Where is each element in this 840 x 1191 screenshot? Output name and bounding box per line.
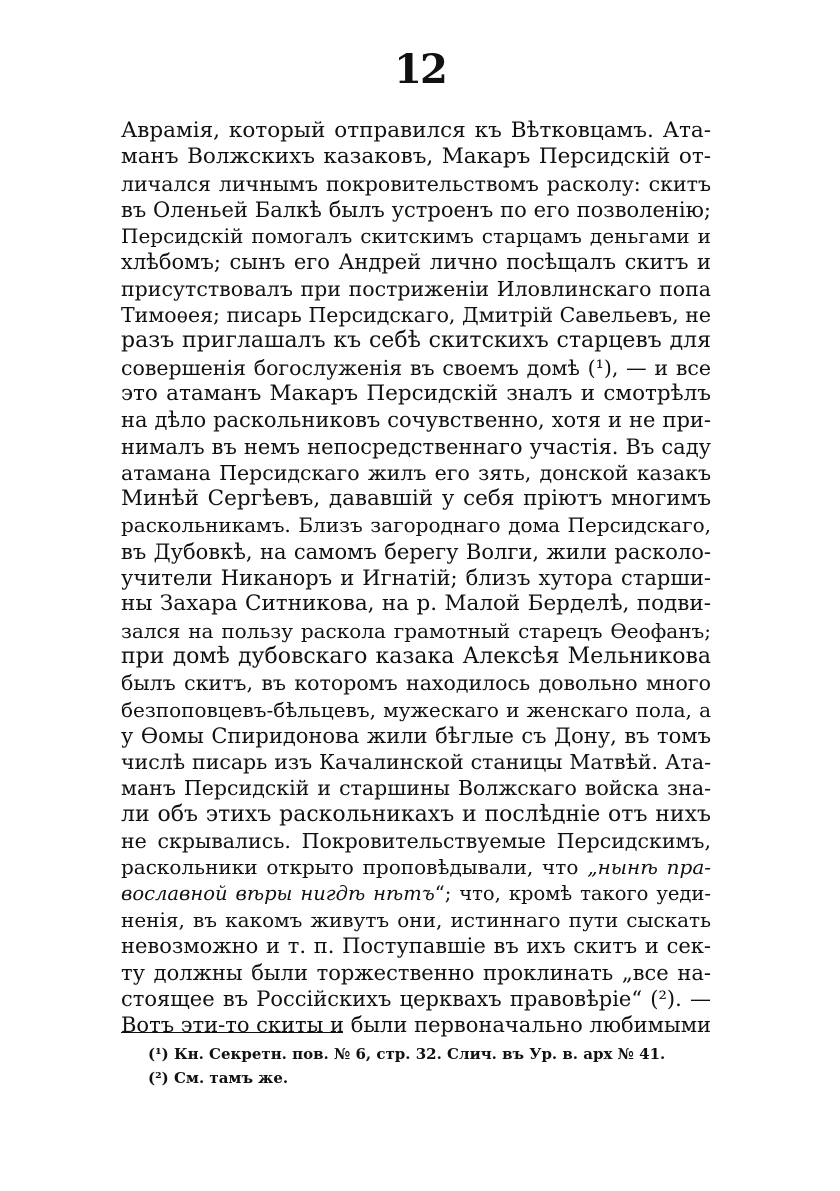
text-line: невозможно и т. п. Поступавшіе въ ихъ скитъ и сек- [121,934,711,959]
text-line-with-quote [121,881,711,907]
footnote-divider [121,1032,343,1033]
text-line: манъ Персидскій и старшины Волжскаго войска зна- [121,776,711,801]
footnote: (¹) Кн. Секретн. пов. № 6, стр. 32. Слич. въ Ур. в. арх № 41. [148,1045,666,1063]
footnotes [148,1042,708,1090]
footnote: (²) См. тамъ же. [148,1069,289,1087]
text-line: разъ приглашалъ къ себѣ скитскихъ старцевъ для [121,328,711,354]
text-line: числѣ писарь изъ Качалинской станицы Матвѣй. Ата- [121,750,711,775]
line-text: “; что, кромѣ такого уеди- [434,881,711,905]
text-line: Аврамія, который отправился къ Вѣтковцамъ. Ата- [121,118,711,143]
text-line-with-quote [121,854,711,880]
text-line: совершенія богослуженія въ своемъ домѣ (¹), — и все [121,355,711,380]
text-line: ны Захара Ситникова, на р. Малой Берделѣ, подви- [121,591,711,617]
text-line: ту должны были торжественно проклинать „все на- [121,960,711,985]
text-line: личался личнымъ покровительствомъ расколу: скитъ [121,171,711,196]
text-line: нималъ въ немъ непосредственнаго участія. Въ саду [121,434,711,459]
text-line: при домѣ дубовскаго казака Алексѣя Мельникова [121,643,711,669]
text-line: въ Оленьей Балкѣ былъ устроенъ по его позволенію; [121,197,711,222]
text-line: былъ скитъ, въ которомъ находилось довольно много [121,671,711,696]
text-line: не скрывались. Покровительствуемые Персидскимъ, [121,829,711,854]
text-line: Тимоѳея; писарь Персидскаго, Дмитрій Савельевъ, не [121,303,711,328]
text-line: стоящее въ Россійскихъ церквахъ правовѣріе“ (²). — [121,986,711,1011]
text-line: учители Никаноръ и Игнатій; близъ хутора старши- [121,566,711,591]
text-line: раскольникамъ. Близъ загороднаго дома Персидскаго, [121,513,711,538]
text-line: ненія, въ какомъ живутъ они, истиннаго пути сыскать [121,907,711,932]
text-line: хлѣбомъ; сынъ его Андрей лично посѣщалъ скитъ и [121,250,711,275]
italic-quote: вославной вѣры нигдѣ нѣтъ [121,881,435,905]
text-line: манъ Волжскихъ казаковъ, Макаръ Персидскій от- [121,144,711,170]
text-line: Персидскій помогалъ скитскимъ старцамъ деньгами и [121,224,711,249]
line-text: раскольники открыто проповѣдывали, что [121,855,579,880]
text-line: у Ѳомы Спиридонова жили бѣглые съ Дону, въ томъ [121,723,711,748]
text-line: въ Дубовкѣ, на самомъ берегу Волги, жили расколо- [121,539,711,564]
text-line: это атаманъ Макаръ Персидскій зналъ и смотрѣлъ [121,380,711,406]
text-line: присутствовалъ при постриженіи Иловлинскаго попа [121,276,711,301]
text-line: ли объ этихъ раскольникахъ и послѣдніе отъ нихъ [121,801,711,827]
italic-quote: „нынѣ пра- [587,855,712,880]
text-line: безпоповцевъ-бѣльцевъ, мужескаго и женскаго пола, а [121,697,711,722]
text-line: Вотъ эти-то скиты и были первоначально любимыми [121,1013,712,1038]
text-line: Минѣй Сергѣевъ, дававшій у себя пріютъ многимъ [121,486,711,512]
text-line: атамана Персидскаго жилъ его зять, донской казакъ [121,460,711,485]
page-number: 12 [394,46,446,93]
body-text [121,118,711,1038]
text-line: на дѣло раскольниковъ сочувственно, хотя и не при- [121,408,711,433]
text-line: зался на пользу раскола грамотный старецъ Ѳеофанъ; [121,618,711,643]
